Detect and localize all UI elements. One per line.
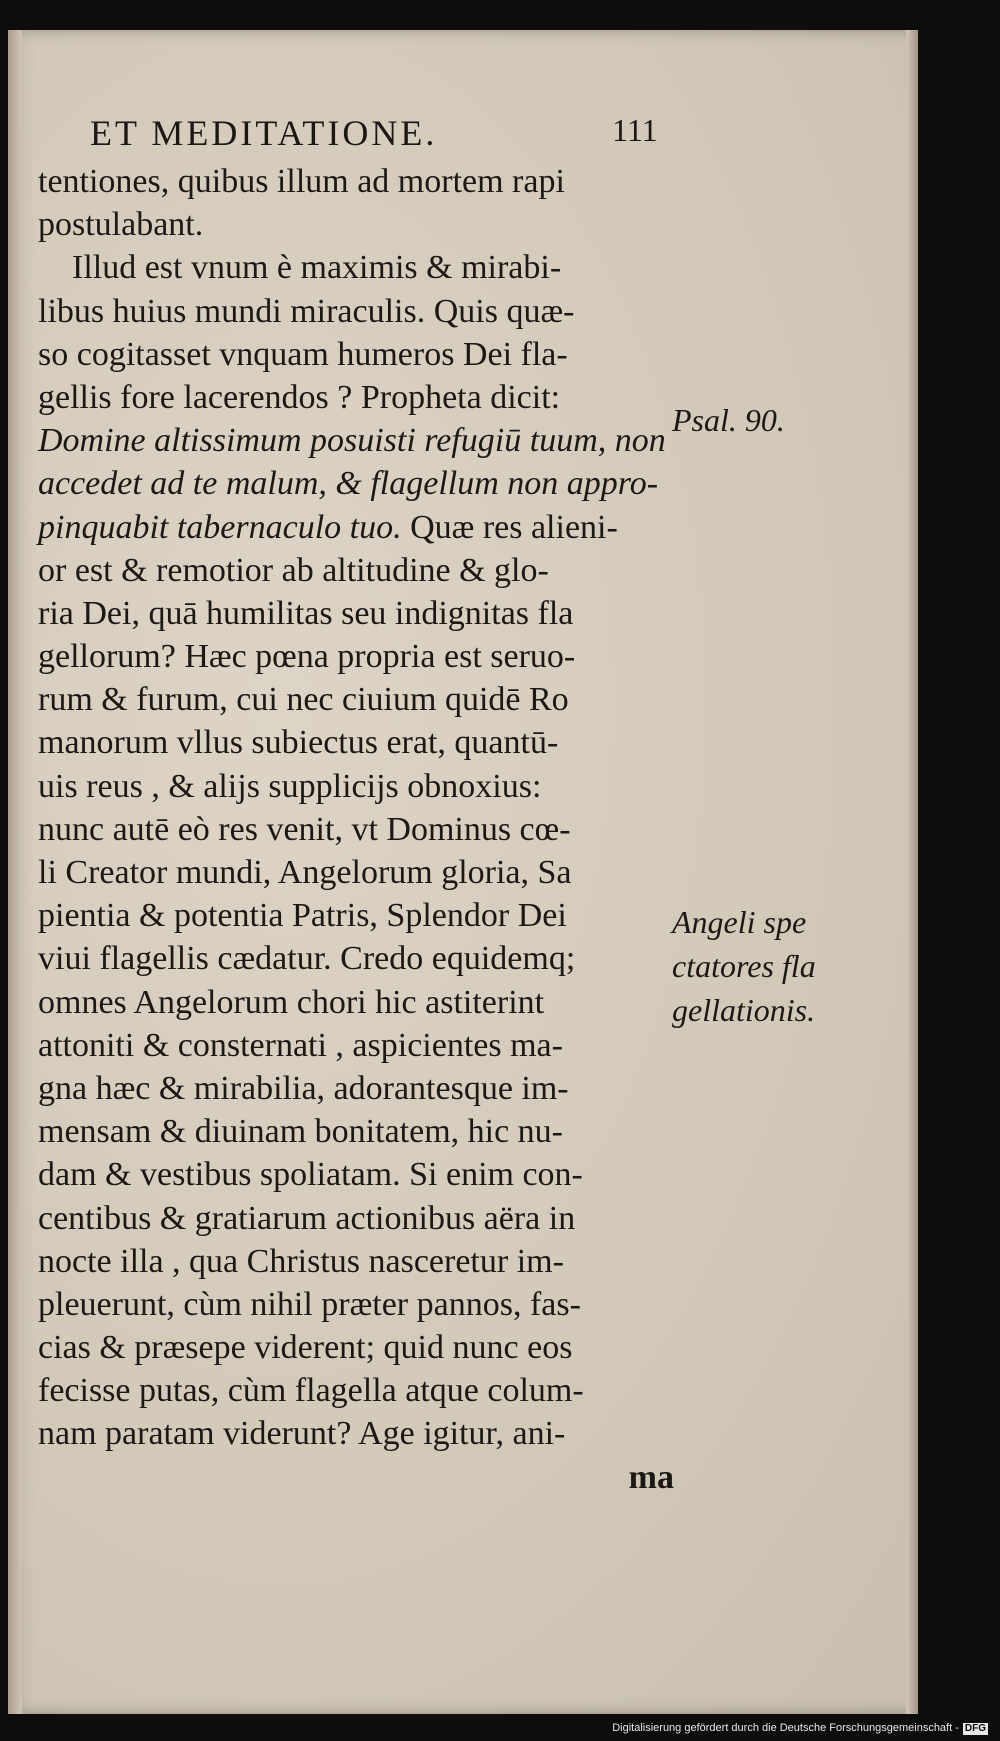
text-line: dam & vestibus spoliatam. Si enim con-	[38, 1156, 583, 1194]
text-line: pleuerunt, cùm nihil præter pannos, fas-	[38, 1285, 581, 1323]
text-line: gellorum? Hæc pœna propria est seruo-	[38, 638, 576, 676]
text-line: so cogitasset vnquam humeros Dei fla-	[38, 335, 568, 373]
text-line: fecisse putas, cùm flagella atque colum-	[38, 1372, 584, 1410]
quotation-end: pinquabit tabernaculo tuo.	[38, 508, 402, 546]
page-header	[90, 112, 670, 162]
running-head: ET MEDITATIONE.	[90, 113, 438, 153]
text-line: manorum vllus subiectus erat, quantū-	[38, 724, 559, 762]
text-line: nam paratam viderunt? Age igitur, ani-	[38, 1415, 566, 1453]
catchword: ma	[628, 1458, 674, 1496]
footer-text: Digitalisierung gefördert durch die Deutsche Forschungsgemeinschaft -	[612, 1722, 959, 1734]
page-gutter-shadow	[8, 30, 22, 1714]
text-line: uis reus , & alijs supplicijs obnoxius:	[38, 767, 542, 805]
marginal-note-angeli	[672, 900, 816, 1032]
text-line: pientia & potentia Patris, Splendor Dei	[38, 897, 567, 935]
dfg-logo: DFG	[964, 1723, 986, 1734]
marginal-note-line: Angeli spe	[672, 904, 807, 940]
text-line: tentiones, quibus illum ad mortem rapi	[38, 163, 565, 200]
text-line: or est & remotior ab altitudine & glo-	[38, 551, 549, 589]
text-line: postulabant.	[38, 206, 204, 244]
text-line: mensam & diuinam bonitatem, hic nu-	[38, 1113, 564, 1151]
text-line: nunc autē eò res venit, vt Dominus cœ-	[38, 810, 571, 848]
digitization-footer	[612, 1722, 988, 1735]
text-line: pinquabit tabernaculo tuo. Quæ res alieni-	[38, 508, 618, 546]
text-line: nocte illa , qua Christus nasceretur im-	[38, 1242, 564, 1280]
text-line: attoniti & consternati , aspicientes ma-	[38, 1026, 563, 1064]
text-line: cias & præsepe viderent; quid nunc eos	[38, 1329, 573, 1367]
marginal-note-line: gellationis.	[672, 992, 816, 1028]
body-text	[38, 160, 678, 1499]
quotation-line: accedet ad te malum, & flagellum non appro-	[38, 465, 659, 503]
text-line: gellis fore lacerendos ? Propheta dicit:	[38, 378, 561, 416]
text-line: centibus & gratiarum actionibus aëra in	[38, 1199, 576, 1237]
marginal-note-line: ctatores fla	[672, 948, 816, 984]
text-line: Illud est vnum è maximis & mirabi-	[38, 249, 562, 287]
text-line: gna hæc & mirabilia, adorantesque im-	[38, 1069, 569, 1107]
page-number: 111	[612, 112, 658, 148]
marginal-note-psalm: Psal. 90.	[672, 402, 785, 438]
text-line: omnes Angelorum chori hic astiterint	[38, 983, 545, 1021]
text-line: libus huius mundi miraculis. Quis quæ-	[38, 292, 575, 330]
text-line: ria Dei, quā humilitas seu indignitas fla	[38, 594, 574, 632]
page-fore-edge	[906, 30, 918, 1714]
text-line: viui flagellis cædatur. Credo equidemq;	[38, 940, 576, 978]
text-line: rum & furum, cui nec ciuium quidē Ro	[38, 681, 569, 719]
quotation-line: Domine altissimum posuisti refugiū tuum, non	[38, 422, 666, 460]
text-line: li Creator mundi, Angelorum gloria, Sa	[38, 854, 572, 891]
